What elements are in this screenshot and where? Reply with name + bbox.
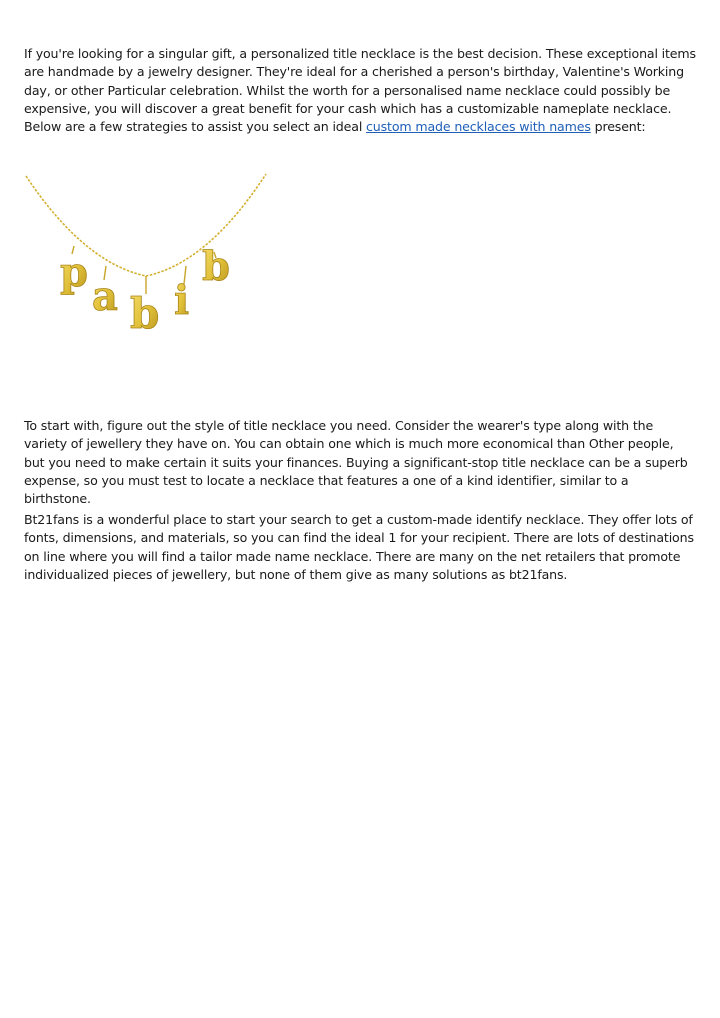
custom-necklaces-link[interactable]: custom made necklaces with names (366, 119, 591, 135)
bt21fans-paragraph: Bt21fans is a wonderful place to start your search to get a custom-made identify necklace. They offer lots of fonts, dimensions, and materials, so you can find the ideal 1 for your recipient. There are lots of destinations on line where you will find a tailor made name necklace. There are many on the net retailers that promote individualized pieces of jewellery, but none of them give as many solutions as bt21fans. (24, 512, 694, 582)
charm-letter: i (174, 277, 190, 324)
intro-paragraph (24, 45, 696, 136)
charm-letter: b (202, 243, 230, 290)
style-paragraph: To start with, figure out the style of title necklace you need. Consider the wearer's type along with the variety of jewellery they have on. You can obtain one which is much more economical than Other people, but you need to make certain it suits your finances. Buying a significant-stop title necklace can be a superb expense, so you must test to locate a necklace that features a one of a kind identifier, similar to a birthstone. (24, 418, 688, 507)
charm-letter: p (60, 249, 88, 296)
intro-text-end: present: (590, 119, 646, 135)
name-necklace-image (24, 168, 268, 338)
charm-letter: b (130, 289, 160, 338)
intro-text: If you're looking for a singular gift, a personalized title necklace is the best decision. These exceptional items are handmade by a jewelry designer. They're ideal for a cherished a person's birthday, Valentine's Working day, or other Particular celebration. Whilst the worth for a personalised name necklace could possibly be expensive, you will discover a great benefit for your cash which has a customizable nameplate necklace. Below are a few strategies to assist you select an ideal (24, 46, 696, 135)
charm-letter: a (92, 273, 118, 320)
